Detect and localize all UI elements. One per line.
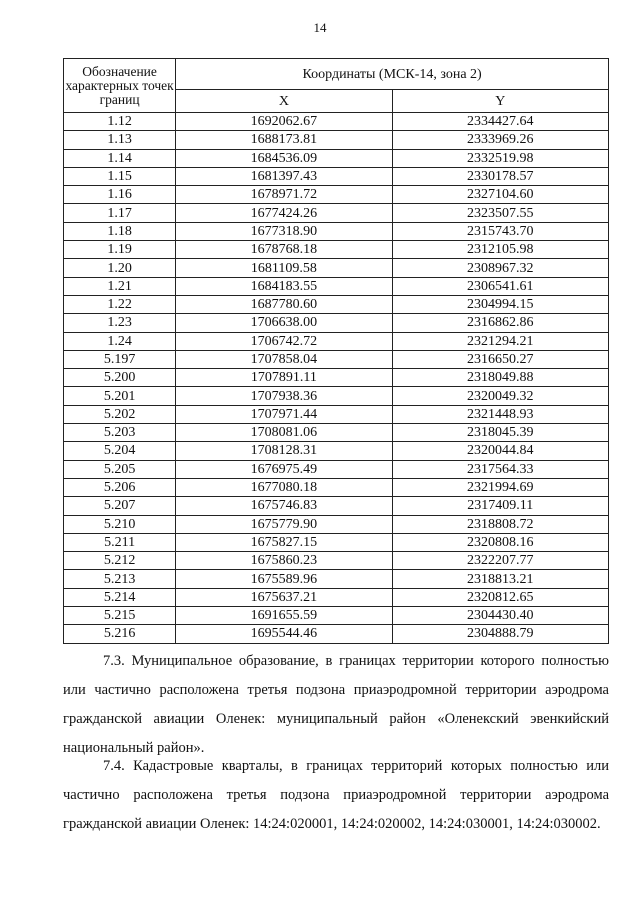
table-row [64, 241, 609, 259]
x-coordinate-cell: 1676975.49 [176, 460, 392, 478]
y-coordinate-cell: 2304430.40 [392, 607, 608, 625]
coordinates-table-body [64, 113, 609, 644]
y-coordinate-cell: 2330178.57 [392, 167, 608, 185]
x-coordinate-cell: 1707858.04 [176, 350, 392, 368]
y-coordinate-cell: 2304888.79 [392, 625, 608, 643]
table-row [64, 167, 609, 185]
page-number: 14 [313, 20, 327, 35]
x-coordinate-cell: 1692062.67 [176, 113, 392, 131]
table-row [64, 570, 609, 588]
x-coordinate-cell: 1691655.59 [176, 607, 392, 625]
y-coordinate-cell: 2318045.39 [392, 424, 608, 442]
y-coordinate-cell: 2320049.32 [392, 387, 608, 405]
x-coordinate-cell: 1681109.58 [176, 259, 392, 277]
table-row [64, 424, 609, 442]
x-coordinate-cell: 1695544.46 [176, 625, 392, 643]
point-id-cell: 5.214 [64, 588, 176, 606]
point-id-cell: 5.207 [64, 497, 176, 515]
x-coordinate-cell: 1677318.90 [176, 222, 392, 240]
point-id-cell: 1.14 [64, 149, 176, 167]
table-row [64, 387, 609, 405]
x-coordinate-cell: 1675827.15 [176, 533, 392, 551]
y-coordinate-cell: 2308967.32 [392, 259, 608, 277]
point-id-cell: 5.203 [64, 424, 176, 442]
y-coordinate-cell: 2334427.64 [392, 113, 608, 131]
y-coordinate-cell: 2304994.15 [392, 295, 608, 313]
point-id-cell: 5.210 [64, 515, 176, 533]
point-id-cell: 5.212 [64, 552, 176, 570]
y-coordinate-cell: 2312105.98 [392, 241, 608, 259]
table-row [64, 295, 609, 313]
point-id-cell: 1.21 [64, 277, 176, 295]
y-coordinate-cell: 2318049.88 [392, 369, 608, 387]
table-row [64, 277, 609, 295]
point-id-cell: 1.24 [64, 332, 176, 350]
x-coordinate-cell: 1708081.06 [176, 424, 392, 442]
x-coordinate-cell: 1684536.09 [176, 149, 392, 167]
point-id-cell: 5.200 [64, 369, 176, 387]
table-row [64, 607, 609, 625]
point-id-cell: 5.205 [64, 460, 176, 478]
point-id-cell: 1.18 [64, 222, 176, 240]
y-coordinate-cell: 2317564.33 [392, 460, 608, 478]
x-column-header: X [176, 90, 392, 113]
table-row [64, 552, 609, 570]
x-coordinate-cell: 1681397.43 [176, 167, 392, 185]
y-coordinate-cell: 2321294.21 [392, 332, 608, 350]
point-id-cell: 5.204 [64, 442, 176, 460]
y-coordinate-cell: 2320044.84 [392, 442, 608, 460]
x-coordinate-cell: 1675860.23 [176, 552, 392, 570]
y-coordinate-cell: 2306541.61 [392, 277, 608, 295]
coordinates-system-header: Координаты (МСК-14, зона 2) [176, 59, 609, 90]
y-column-header: Y [392, 90, 608, 113]
point-id-cell: 1.23 [64, 314, 176, 332]
y-coordinate-cell: 2320808.16 [392, 533, 608, 551]
x-coordinate-cell: 1706638.00 [176, 314, 392, 332]
y-coordinate-cell: 2321448.93 [392, 405, 608, 423]
paragraph-7-3 [63, 647, 609, 763]
x-coordinate-cell: 1675637.21 [176, 588, 392, 606]
x-coordinate-cell: 1708128.31 [176, 442, 392, 460]
y-coordinate-cell: 2327104.60 [392, 186, 608, 204]
x-coordinate-cell: 1707971.44 [176, 405, 392, 423]
y-coordinate-cell: 2320812.65 [392, 588, 608, 606]
table-row [64, 460, 609, 478]
point-id-cell: 5.201 [64, 387, 176, 405]
table-header-row [64, 59, 609, 90]
x-coordinate-cell: 1706742.72 [176, 332, 392, 350]
y-coordinate-cell: 2322207.77 [392, 552, 608, 570]
table-row [64, 533, 609, 551]
table-row [64, 497, 609, 515]
y-coordinate-cell: 2323507.55 [392, 204, 608, 222]
point-id-cell: 1.13 [64, 131, 176, 149]
y-coordinate-cell: 2315743.70 [392, 222, 608, 240]
x-coordinate-cell: 1678768.18 [176, 241, 392, 259]
point-id-cell: 1.12 [64, 113, 176, 131]
table-row [64, 222, 609, 240]
y-coordinate-cell: 2316862.86 [392, 314, 608, 332]
table-row [64, 350, 609, 368]
paragraph-7-4-text: 7.4. Кадастровые кварталы, в границах территорий которых полностью или частично расположена третья подзона приаэродромной территории аэродрома гражданской авиации Оленек: 14:24:020001, 14:24:020002, 14:24:030001, 14:24:030002. [63, 758, 609, 832]
y-coordinate-cell: 2317409.11 [392, 497, 608, 515]
x-coordinate-cell: 1707891.11 [176, 369, 392, 387]
x-coordinate-cell: 1684183.55 [176, 277, 392, 295]
x-coordinate-cell: 1688173.81 [176, 131, 392, 149]
coordinates-table [63, 58, 609, 644]
point-id-cell: 1.17 [64, 204, 176, 222]
x-coordinate-cell: 1675589.96 [176, 570, 392, 588]
x-coordinate-cell: 1687780.60 [176, 295, 392, 313]
y-coordinate-cell: 2316650.27 [392, 350, 608, 368]
y-coordinate-cell: 2332519.98 [392, 149, 608, 167]
table-row [64, 113, 609, 131]
point-id-cell: 5.197 [64, 350, 176, 368]
y-coordinate-cell: 2318813.21 [392, 570, 608, 588]
table-row [64, 442, 609, 460]
paragraph-7-3-text: 7.3. Муниципальное образование, в границах территории которого полностью или частично расположена третья подзона приаэродромной территории аэродрома гражданской авиации Оленек: муниципальный район «Оленекский эвенкийский национальный район». [63, 653, 609, 756]
table-row [64, 259, 609, 277]
x-coordinate-cell: 1675779.90 [176, 515, 392, 533]
point-id-cell: 1.19 [64, 241, 176, 259]
point-id-cell: 5.206 [64, 478, 176, 496]
point-id-cell: 5.213 [64, 570, 176, 588]
table-row [64, 149, 609, 167]
point-designation-header: Обозначение характерных точек границ [64, 59, 176, 113]
table-row [64, 204, 609, 222]
table-row [64, 332, 609, 350]
point-id-cell: 5.216 [64, 625, 176, 643]
y-coordinate-cell: 2321994.69 [392, 478, 608, 496]
table-row [64, 478, 609, 496]
x-coordinate-cell: 1707938.36 [176, 387, 392, 405]
point-id-cell: 5.211 [64, 533, 176, 551]
table-row [64, 186, 609, 204]
point-id-cell: 5.215 [64, 607, 176, 625]
table-row [64, 314, 609, 332]
table-row [64, 588, 609, 606]
point-id-cell: 5.202 [64, 405, 176, 423]
x-coordinate-cell: 1677080.18 [176, 478, 392, 496]
point-id-cell: 1.22 [64, 295, 176, 313]
table-row [64, 405, 609, 423]
point-id-cell: 1.20 [64, 259, 176, 277]
y-coordinate-cell: 2318808.72 [392, 515, 608, 533]
table-row [64, 625, 609, 643]
point-id-cell: 1.16 [64, 186, 176, 204]
x-coordinate-cell: 1677424.26 [176, 204, 392, 222]
x-coordinate-cell: 1675746.83 [176, 497, 392, 515]
table-row [64, 515, 609, 533]
y-coordinate-cell: 2333969.26 [392, 131, 608, 149]
table-row [64, 131, 609, 149]
point-id-cell: 1.15 [64, 167, 176, 185]
x-coordinate-cell: 1678971.72 [176, 186, 392, 204]
table-row [64, 369, 609, 387]
paragraph-7-4 [63, 752, 609, 839]
